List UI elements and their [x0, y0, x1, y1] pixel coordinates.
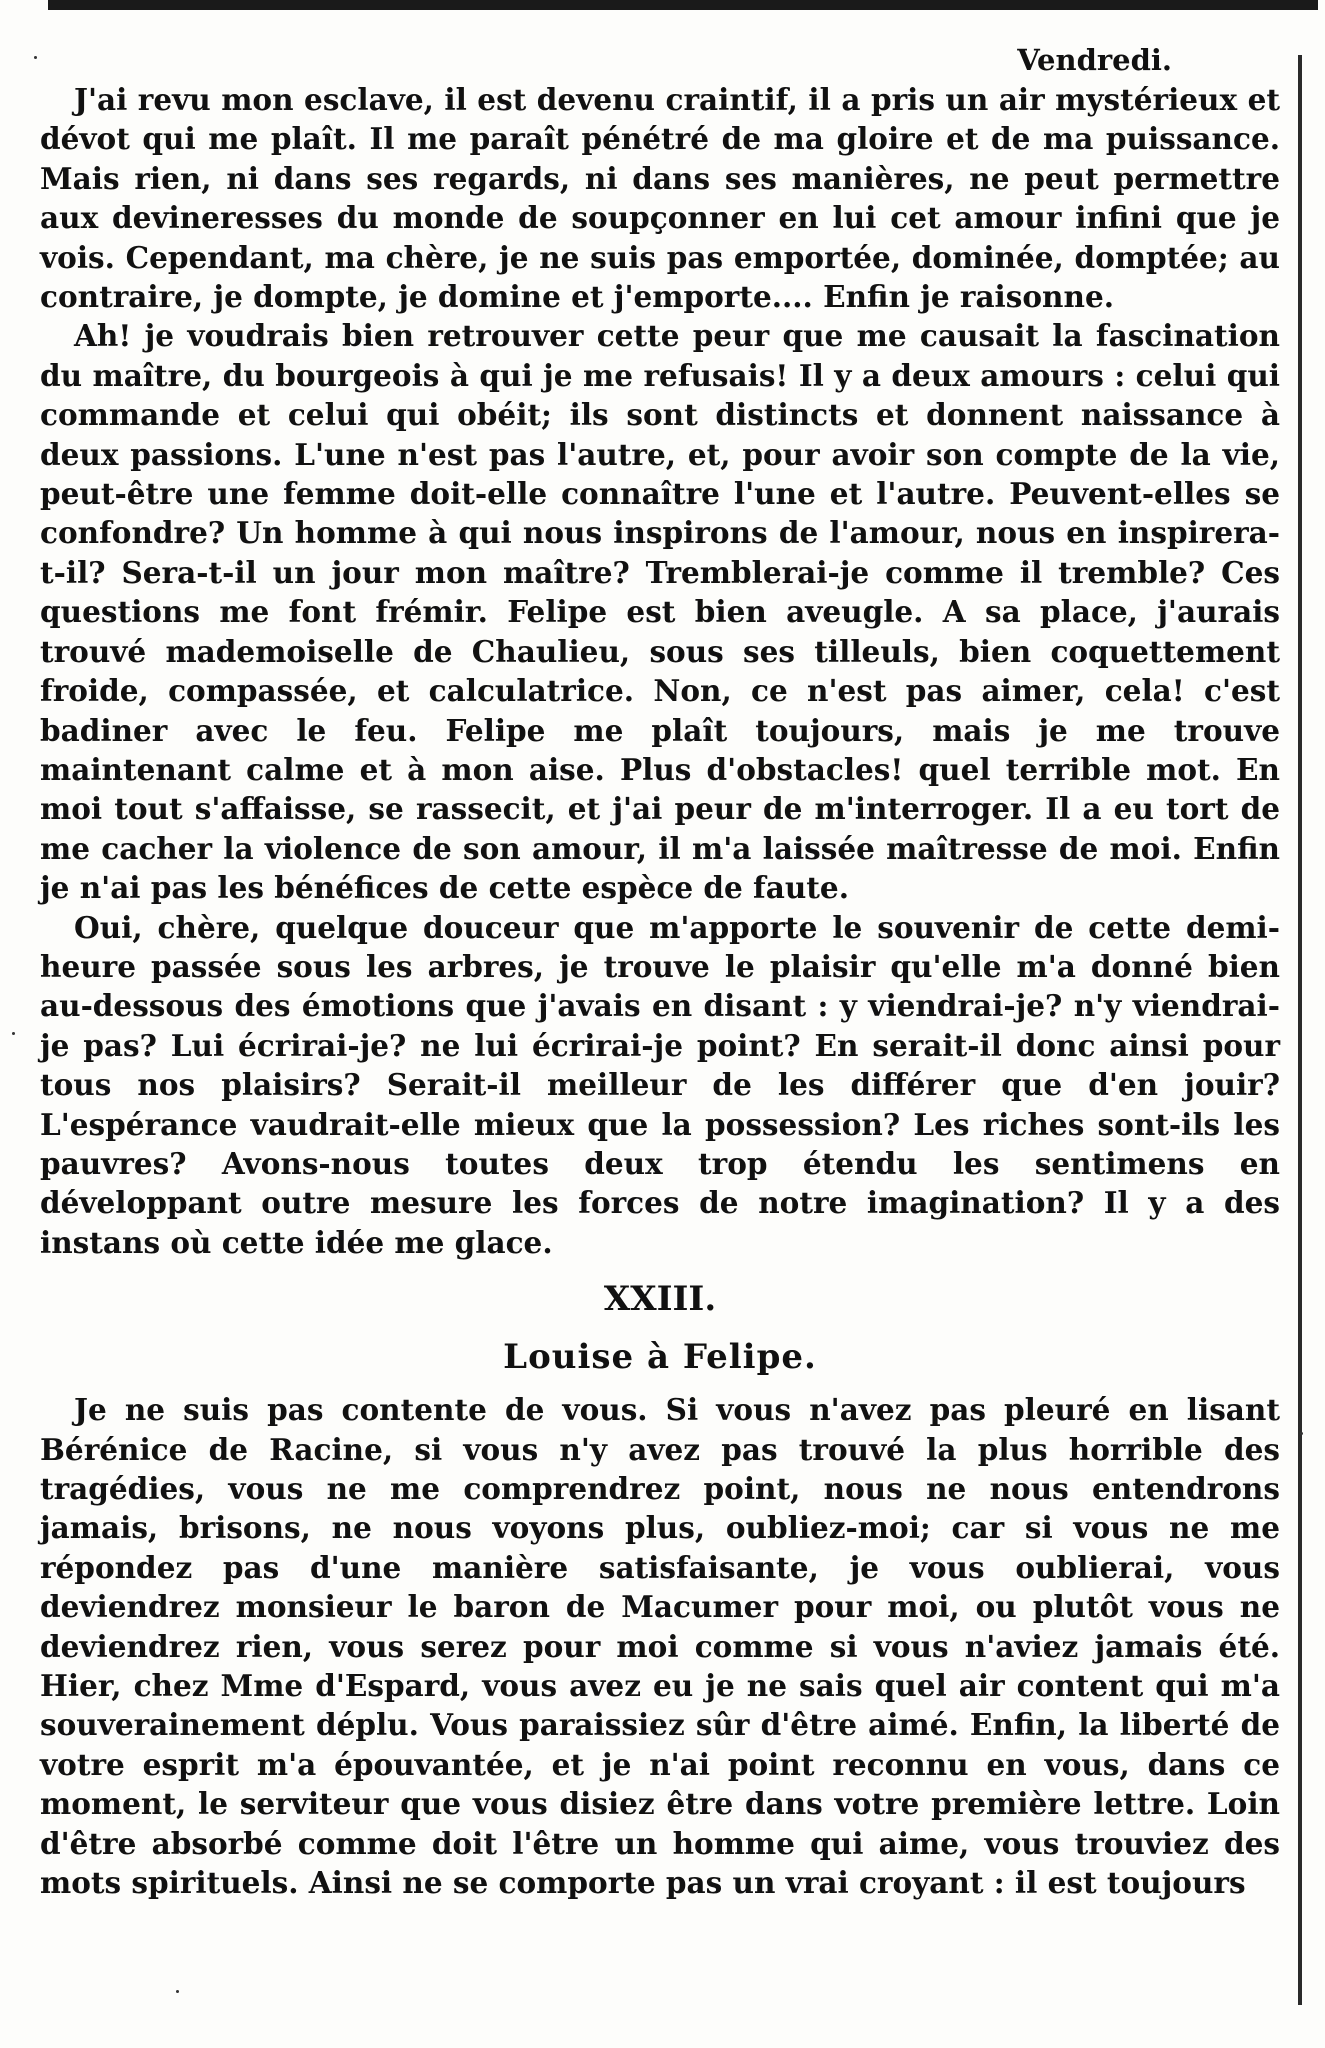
- print-speck: [34, 56, 37, 59]
- column-divider-rule: [1298, 55, 1302, 2005]
- print-speck: [1300, 1432, 1303, 1435]
- letter-title: Louise à Felipe.: [503, 1337, 817, 1378]
- paragraph: Je ne suis pas contente de vous. Si vous n'avez pas pleuré en lisant Bérénice de Racine, si vous n'y avez pas trouvé la plus horrible des tragédies, vous ne me comprendrez point, nous ne nous entendrons jamais, brisons, ne nous voyons plus, oubliez-moi; car si vous ne me répondez pas d'une manière satisfaisante, je vous oublierai, vous deviendrez monsieur le baron de Macumer pour moi, ou plutôt vous ne deviendrez rien, vous serez pour moi comme si vous n'aviez jamais été. Hier, chez Mme d'Espard, vous avez eu je ne sais quel air content qui m'a souverainement déplu. Vous paraissiez sûr d'être aimé. Enfin, la liberté de votre esprit m'a épouvantée, et je n'ai point reconnu en vous, dans ce moment, le serviteur que vous disiez être dans votre première lettre. Loin d'être absorbé comme doit l'être un homme qui aime, vous trouviez des mots spirituels. Ainsi ne se comporte pas un vrai croyant : il est toujours: [40, 1392, 1280, 1901]
- top-border-rule: [48, 0, 1318, 10]
- paragraph: Ah! je voudrais bien retrouver cette peur que me causait la fascination du maître, du bourgeois à qui je me refusais! Il y a deux amours : celui qui commande et celui qui obéit; ils sont distincts et donnent naissance à deux passions. L'une n'est pas l'autre, et, pour avoir son compte de la vie, peut-être une femme doit-elle connaître l'une et l'autre. Peuvent-elles se confondre? Un homme à qui nous inspirons de l'amour, nous en inspirera-t-il? Sera-t-il un jour mon maître? Tremblerai-je comme il tremble? Ces questions me font frémir. Felipe est bien aveugle. A sa place, j'aurais trouvé mademoiselle de Chaulieu, sous ses tilleuls, bien coquettement froide, compassée, et calculatrice. Non, ce n'est pas aimer, cela! c'est badiner avec le feu. Felipe me plaît toujours, mais je me trouve maintenant calme et à mon aise. Plus d'obstacles! quel terrible mot. En moi tout s'affaisse, se rassecit, et j'ai peur de m'interroger. Il a eu tort de me cacher la violence de son amour, il m'a laissée maîtresse de moi. Enfin je n'ai pas les bénéfices de cette espèce de faute.: [40, 318, 1280, 906]
- print-speck: [12, 1032, 15, 1035]
- text-column: [40, 40, 1280, 1902]
- paragraph: J'ai revu mon esclave, il est devenu craintif, il a pris un air mystérieux et dévot qui me plaît. Il me paraît pénétré de ma gloire et de ma puissance. Mais rien, ni dans ses regards, ni dans ses manières, ne peut permettre aux devineresses du monde de soupçonner en lui cet amour infini que je vois. Cependant, ma chère, je ne suis pas emportée, dominée, domptée; au contraire, je dompte, je domine et j'emporte.... Enfin je raisonne.: [40, 82, 1280, 315]
- paragraph: Oui, chère, quelque douceur que m'apporte le souvenir de cette demi-heure passée sous les arbres, je trouve le plaisir qu'elle m'a donné bien au-dessous des émotions que j'avais en disant : y viendrai-je? n'y viendrai-je pas? Lui écrirai-je? ne lui écrirai-je point? En serait-il donc ainsi pour tous nos plaisirs? Serait-il meilleur de les différer que d'en jouir? L'espérance vaudrait-elle mieux que la possession? Les riches sont-ils les pauvres? Avons-nous toutes deux trop étendu les sentimens en développant outre mesure les forces de notre imagination? Il y a des instans où cette idée me glace.: [40, 909, 1280, 1260]
- chapter-number: XXIII.: [603, 1279, 717, 1320]
- dateline: Vendredi.: [1017, 43, 1172, 77]
- print-speck: [176, 1990, 179, 1993]
